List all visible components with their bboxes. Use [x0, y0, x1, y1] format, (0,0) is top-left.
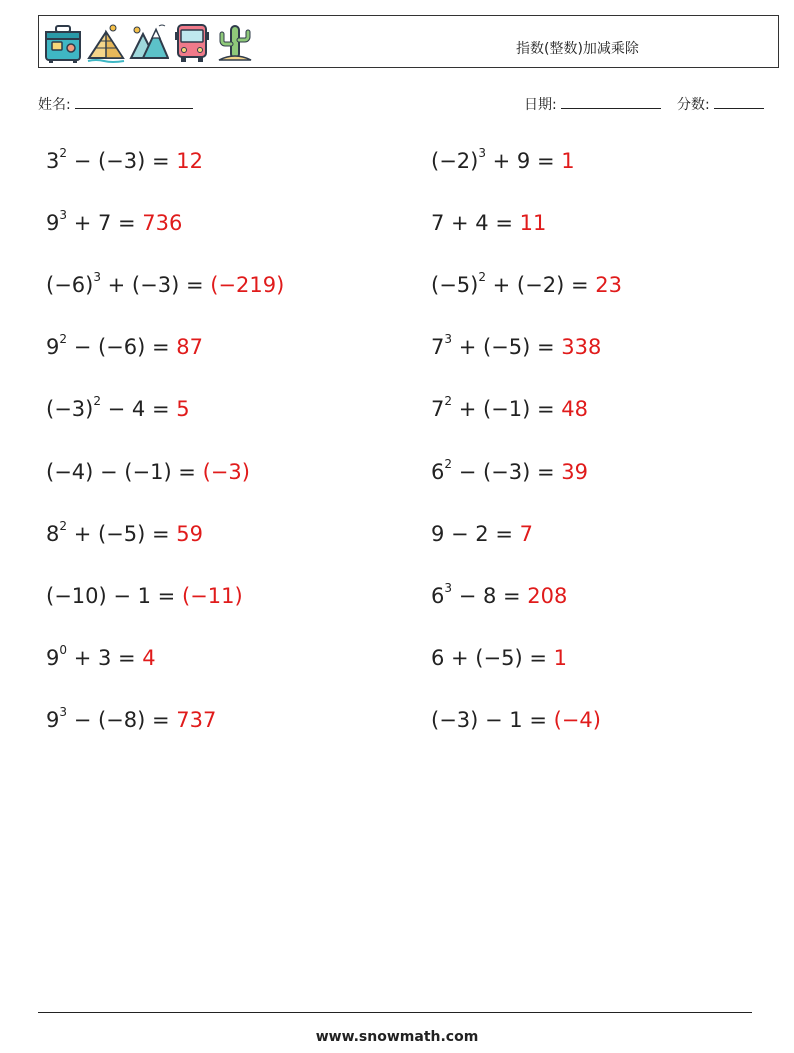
- date-label: 日期:: [524, 97, 557, 113]
- problem-answer: 4: [142, 645, 156, 670]
- problem-answer: 48: [561, 397, 588, 422]
- problem-base: (−2): [431, 149, 479, 173]
- problem-exponent: 3: [478, 146, 486, 160]
- problem-exponent: 2: [59, 332, 68, 347]
- problem-item: [431, 332, 602, 360]
- problem-base: 6: [431, 583, 445, 608]
- problem-exponent: 2: [444, 456, 453, 471]
- problem-item: [431, 270, 622, 298]
- score-blank[interactable]: [714, 95, 764, 109]
- problem-base: 9: [46, 645, 60, 670]
- problem-answer: 7: [519, 521, 533, 546]
- problem-item: [431, 708, 601, 732]
- problem-item: [46, 704, 217, 732]
- problem-exponent: 0: [59, 642, 68, 657]
- mountains-icon: [129, 22, 169, 64]
- problem-base: 9: [46, 211, 60, 236]
- problem-answer: 338: [561, 335, 602, 360]
- problem-exponent: 2: [59, 518, 68, 533]
- problem-answer: (−3): [202, 459, 250, 484]
- cactus-icon: [215, 22, 255, 64]
- problem-item: [46, 332, 203, 360]
- problem-answer: 737: [176, 707, 217, 732]
- problem-answer: (−219): [210, 273, 285, 298]
- problem-answer: 736: [142, 211, 183, 236]
- problem-item: [46, 394, 190, 422]
- problem-operation: + (−5) =: [67, 521, 177, 546]
- problem-base: 9: [46, 335, 60, 360]
- problem-base: (−5): [431, 273, 479, 298]
- problem-exponent: 2: [93, 394, 101, 409]
- problem-base: 6 + (−5) =: [431, 645, 554, 670]
- problem-answer: 208: [527, 583, 568, 608]
- problem-operation: − (−3) =: [67, 149, 177, 173]
- problem-answer: 39: [561, 459, 588, 484]
- date-field: [524, 94, 661, 114]
- problem-answer: 1: [553, 645, 567, 670]
- bus-icon: [172, 22, 212, 64]
- score-field: [677, 94, 764, 114]
- problem-base: (−3) − 1 =: [431, 707, 554, 732]
- problem-base: 7 + 4 =: [431, 211, 520, 236]
- problem-exponent: 3: [444, 580, 453, 595]
- problem-exponent: 2: [59, 146, 68, 160]
- problem-answer: 12: [176, 149, 203, 173]
- problem-base: (−4) − (−1) =: [46, 459, 203, 484]
- problem-item: [431, 146, 575, 173]
- problem-exponent: 2: [444, 394, 453, 409]
- problem-operation: + (−1) =: [452, 397, 562, 422]
- problem-base: 9: [46, 707, 60, 732]
- problem-operation: + (−5) =: [452, 335, 562, 360]
- footer-url: www.snowmath.com: [315, 1029, 479, 1045]
- pyramid-icon: [86, 22, 126, 64]
- problem-base: 7: [431, 335, 445, 360]
- problem-base: 9 − 2 =: [431, 521, 520, 546]
- problem-operation: + 3 =: [67, 645, 143, 670]
- problem-exponent: 3: [93, 270, 101, 285]
- problem-item: [46, 270, 285, 298]
- problem-item: [46, 460, 250, 484]
- problem-base: 6: [431, 459, 445, 484]
- problem-item: [431, 394, 588, 422]
- problem-base: (−3): [46, 397, 94, 422]
- suitcase-icon: [43, 22, 83, 64]
- problem-base: 3: [46, 149, 60, 173]
- problem-item: [431, 522, 533, 546]
- problem-base: 7: [431, 397, 445, 422]
- problem-answer: 87: [176, 335, 203, 360]
- name-label: 姓名:: [38, 97, 71, 113]
- problem-answer: 23: [595, 273, 622, 298]
- problem-operation: + 7 =: [67, 211, 143, 236]
- problem-item: [431, 646, 567, 670]
- problem-base: (−10) − 1 =: [46, 583, 182, 608]
- problem-item: [431, 211, 546, 235]
- problem-answer: 5: [176, 397, 190, 422]
- problem-answer: (−11): [181, 583, 243, 608]
- problem-item: [46, 208, 183, 236]
- problem-item: [46, 518, 203, 546]
- header-icons: [43, 22, 255, 64]
- problem-item: [46, 642, 156, 670]
- problem-item: [431, 580, 568, 608]
- problem-exponent: 3: [59, 208, 68, 223]
- footer-divider: [38, 1012, 752, 1013]
- problem-answer: (−4): [553, 707, 601, 732]
- problem-operation: + (−2) =: [485, 273, 596, 298]
- problem-answer: 11: [519, 211, 547, 236]
- problem-operation: − (−3) =: [452, 459, 562, 484]
- problem-operation: − (−8) =: [67, 707, 177, 732]
- problem-item: [46, 146, 203, 173]
- problem-answer: 59: [176, 521, 203, 546]
- problem-answer: 1: [561, 149, 575, 173]
- problem-operation: + (−3) =: [100, 273, 211, 298]
- score-label: 分数:: [677, 97, 710, 113]
- problem-operation: − 8 =: [452, 583, 528, 608]
- worksheet-title: 指数(整数)加减乘除: [516, 41, 639, 57]
- problem-exponent: 2: [478, 270, 486, 285]
- problem-item: [46, 584, 243, 608]
- problem-base: (−6): [46, 273, 94, 298]
- problem-exponent: 3: [59, 704, 68, 719]
- problem-operation: − (−6) =: [67, 335, 177, 360]
- problem-operation: − 4 =: [100, 397, 177, 422]
- problem-exponent: 3: [444, 332, 453, 347]
- problem-base: 8: [46, 521, 60, 546]
- name-field: [38, 94, 193, 114]
- problem-item: [431, 456, 588, 484]
- date-blank[interactable]: [561, 95, 661, 109]
- problem-operation: + 9 =: [485, 149, 562, 173]
- name-blank[interactable]: [75, 95, 193, 109]
- worksheet-header: [38, 15, 779, 68]
